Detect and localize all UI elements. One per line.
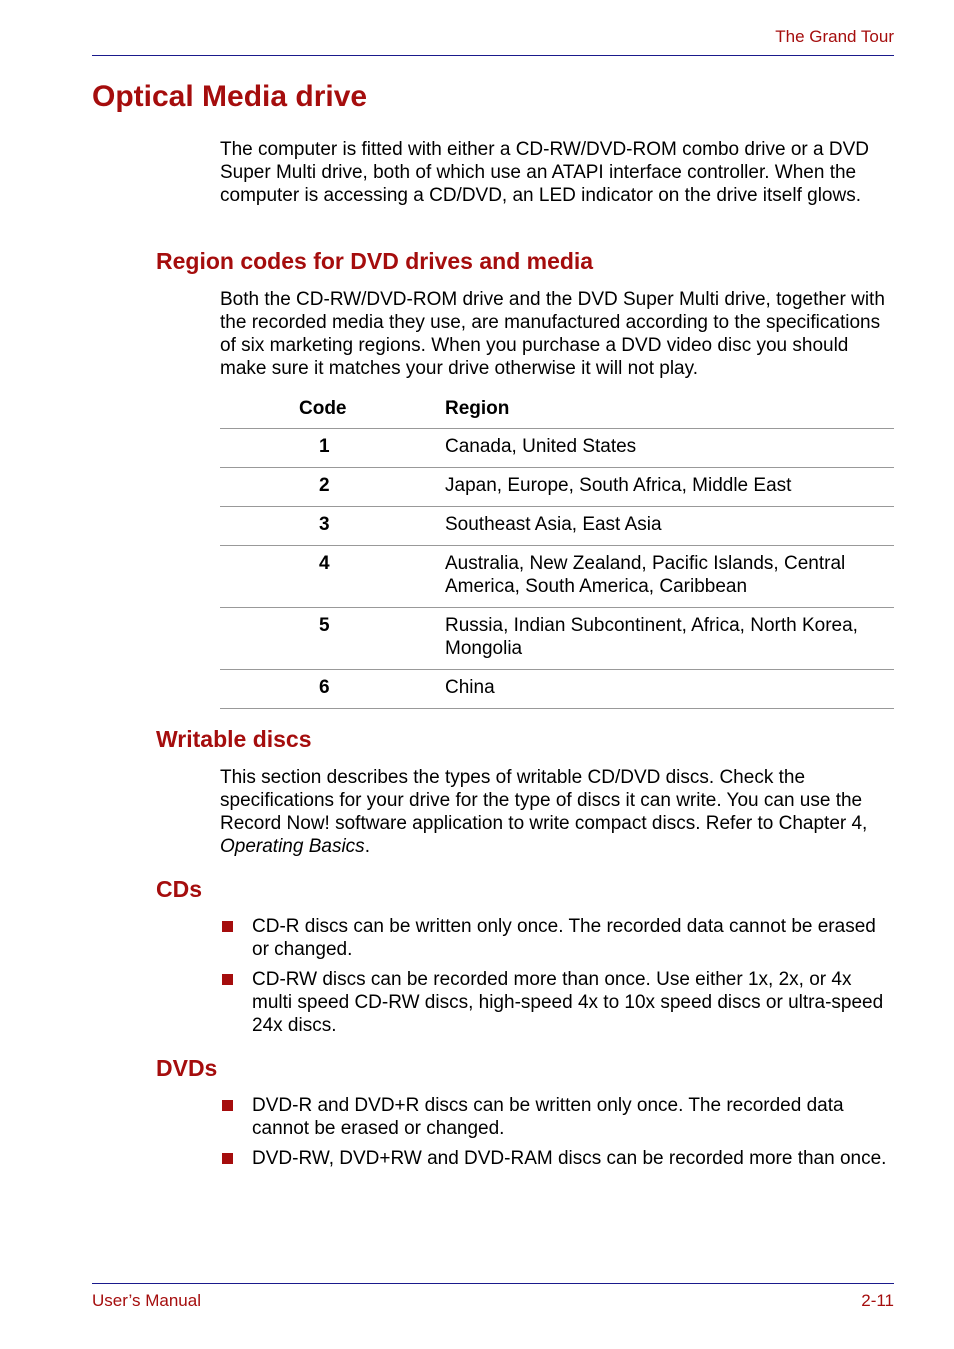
table-row [220, 507, 894, 546]
table-header-code: Code [299, 398, 347, 419]
writable-discs-end: . [364, 836, 370, 857]
page-header-title: The Grand Tour [775, 27, 894, 46]
region-codes-table [220, 390, 894, 709]
table-row [220, 546, 894, 608]
square-bullet-icon [222, 1153, 233, 1164]
footer-rule [92, 1283, 894, 1284]
page-number: 2-11 [861, 1291, 894, 1310]
header-rule [92, 55, 894, 56]
table-row [220, 429, 894, 468]
list-item-text: DVD-RW, DVD+RW and DVD-RAM discs can be recorded more than once. [252, 1148, 887, 1169]
operating-basics-reference: Operating Basics [220, 836, 365, 857]
table-row [220, 670, 894, 709]
page-title: Optical Media drive [92, 80, 368, 113]
table-cell-code: 4 [220, 546, 445, 608]
table-cell-region: Canada, United States [445, 429, 894, 468]
square-bullet-icon [222, 974, 233, 985]
table-cell-region: Southeast Asia, East Asia [445, 507, 894, 546]
intro-paragraph: The computer is fitted with either a CD-RW/DVD-ROM combo drive or a DVD Super Multi drive, both of which use an ATAPI interface controller. When the computer is accessing a CD/DVD, an LED indicator on the drive itself glows. [220, 139, 869, 206]
dvds-heading: DVDs [156, 1055, 218, 1081]
table-cell-code: 1 [220, 429, 445, 468]
cds-list [220, 915, 894, 1044]
list-item-text: CD-RW discs can be recorded more than once. Use either 1x, 2x, or 4x multi speed CD-RW discs, high-speed 4x to 10x speed discs or ultra-speed 24x discs. [252, 969, 884, 1036]
list-item [220, 915, 894, 961]
table-cell-region: Japan, Europe, South Africa, Middle East [445, 468, 894, 507]
table-row [220, 608, 894, 670]
table-cell-code: 5 [220, 608, 445, 670]
table-cell-code: 2 [220, 468, 445, 507]
table-cell-region: Australia, New Zealand, Pacific Islands, Central America, South America, Caribbean [445, 546, 894, 608]
footer-manual-title: User’s Manual [92, 1291, 201, 1310]
table-cell-code: 6 [220, 670, 445, 709]
square-bullet-icon [222, 1100, 233, 1111]
table-header-region: Region [445, 398, 510, 419]
table-cell-code: 3 [220, 507, 445, 546]
writable-discs-text: This section describes the types of writable CD/DVD discs. Check the specifications for your drive for the type of discs it can write. You can use the Record Now! software application to write compact discs. Refer to Chapter 4, [220, 767, 868, 834]
table-row [220, 468, 894, 507]
writable-discs-paragraph [220, 766, 900, 858]
table-cell-region: Russia, Indian Subcontinent, Africa, North Korea, Mongolia [445, 608, 894, 670]
writable-discs-heading: Writable discs [156, 726, 312, 752]
cds-heading: CDs [156, 876, 203, 902]
region-codes-heading: Region codes for DVD drives and media [156, 248, 594, 274]
list-item [220, 968, 894, 1037]
region-codes-paragraph: Both the CD-RW/DVD-ROM drive and the DVD Super Multi drive, together with the recorded media they use, are manufactured according to the specifications of six marketing regions. When you purchase a DVD video disc you should make sure it matches your drive otherwise it will not play. [220, 289, 885, 379]
list-item [220, 1094, 894, 1140]
table-cell-region: China [445, 670, 894, 709]
square-bullet-icon [222, 921, 233, 932]
list-item [220, 1147, 894, 1170]
list-item-text: CD-R discs can be written only once. The recorded data cannot be erased or changed. [252, 916, 876, 960]
list-item-text: DVD-R and DVD+R discs can be written only once. The recorded data cannot be erased or changed. [252, 1095, 844, 1139]
table-header-row [220, 390, 894, 429]
dvds-list [220, 1094, 894, 1177]
